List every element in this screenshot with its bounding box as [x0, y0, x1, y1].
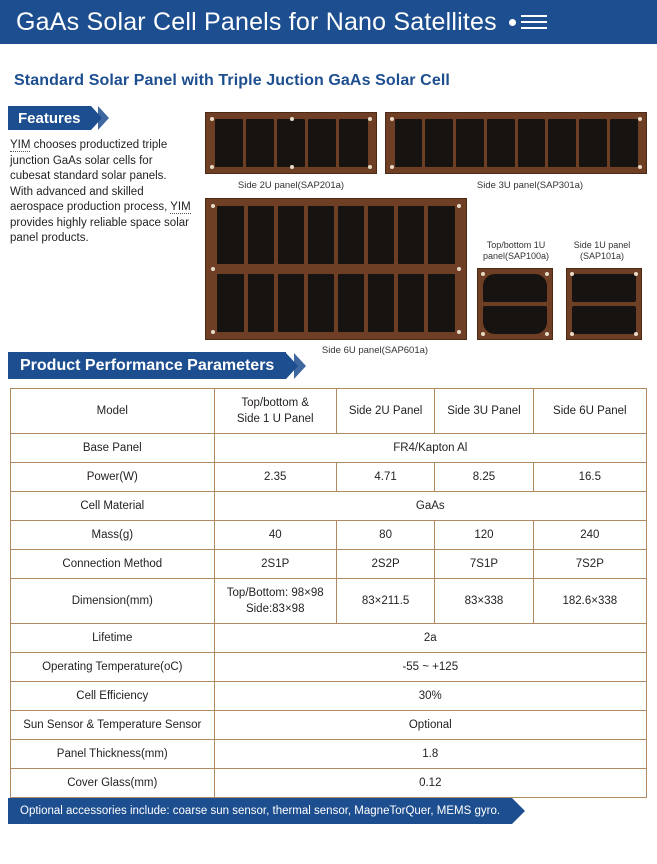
arrow-right-icon [512, 798, 525, 824]
dimension-line-2: Side:83×98 [245, 603, 305, 615]
table-row [11, 740, 647, 769]
table-row [11, 624, 647, 653]
row-value: 16.5 [533, 463, 646, 492]
footer-banner [8, 798, 525, 824]
chevron-right-icon-2 [286, 352, 306, 379]
row-value-dimension [214, 579, 336, 624]
features-text-part-1: chooses productized triple junction GaAs solar cells for cubesat standard solar panels. With advanced and skilled aerospace production process, [10, 139, 171, 213]
panel-image-side-1u [566, 268, 642, 340]
row-value: FR4/Kapton Al [214, 434, 646, 463]
dimension-line-1: Top/Bottom: 98×98 [226, 587, 324, 599]
header-col-4: Side 6U Panel [533, 389, 646, 434]
row-value: GaAs [214, 492, 646, 521]
row-label: Sun Sensor & Temperature Sensor [11, 711, 215, 740]
row-value: 80 [336, 521, 434, 550]
row-value: 7S1P [435, 550, 533, 579]
table-row [11, 682, 647, 711]
row-value: 2a [214, 624, 646, 653]
row-value: 2S1P [214, 550, 336, 579]
panel-image-top-bottom-1u [477, 268, 553, 340]
row-value: 4.71 [336, 463, 434, 492]
header-col-1 [214, 389, 336, 434]
table-row [11, 434, 647, 463]
caption-side-6u: Side 6U panel(SAP601a) [321, 345, 429, 356]
table-row [11, 653, 647, 682]
row-value: 1.8 [214, 740, 646, 769]
row-label: Panel Thickness(mm) [11, 740, 215, 769]
label-top-bottom-1u: Top/bottom 1U panel(SAP100a) [482, 240, 550, 261]
panel-image-side-3u [385, 112, 647, 174]
row-value: 240 [533, 521, 646, 550]
row-value: 2.35 [214, 463, 336, 492]
table-row [11, 492, 647, 521]
row-value: 40 [214, 521, 336, 550]
table-row [11, 463, 647, 492]
dot-and-lines-icon [509, 13, 547, 31]
header-col-1-line-2: Side 1 U Panel [236, 413, 314, 425]
row-value: Optional [214, 711, 646, 740]
performance-tag [8, 352, 306, 379]
footer-text: Optional accessories include: coarse sun sensor, thermal sensor, MagneTorQuer, MEMS gyro. [8, 798, 512, 824]
header-col-1-line-1: Top/bottom & [241, 397, 310, 409]
row-label: Lifetime [11, 624, 215, 653]
label-side-1u: Side 1U panel (SAP101a) [573, 240, 631, 261]
row-value: 30% [214, 682, 646, 711]
features-text-part-2: provides highly reliable space solar panel products. [10, 216, 189, 244]
row-value: 83×211.5 [336, 579, 434, 624]
page-header [0, 0, 657, 44]
table-row [11, 521, 647, 550]
row-value: 120 [435, 521, 533, 550]
features-paragraph [10, 138, 192, 247]
brand-name-2: YIM [170, 201, 191, 213]
table-row [11, 579, 647, 624]
row-label: Power(W) [11, 463, 215, 492]
spec-table [10, 388, 647, 798]
row-value: 7S2P [533, 550, 646, 579]
features-tag-label: Features [8, 106, 91, 130]
section-heading: Standard Solar Panel with Triple Juction GaAs Solar Cell [14, 72, 450, 89]
row-value: 2S2P [336, 550, 434, 579]
panel-image-side-2u [205, 112, 377, 174]
row-label: Mass(g) [11, 521, 215, 550]
table-row [11, 769, 647, 798]
row-label: Cell Material [11, 492, 215, 521]
row-label: Base Panel [11, 434, 215, 463]
row-value: -55 ~ +125 [214, 653, 646, 682]
chevron-right-icon [91, 106, 109, 130]
row-label: Dimension(mm) [11, 579, 215, 624]
row-value: 83×338 [435, 579, 533, 624]
caption-side-3u: Side 3U panel(SAP301a) [476, 180, 584, 191]
panel-image-side-6u [205, 198, 467, 340]
row-value: 0.12 [214, 769, 646, 798]
row-label: Connection Method [11, 550, 215, 579]
performance-tag-label: Product Performance Parameters [8, 352, 286, 379]
header-col-2: Side 2U Panel [336, 389, 434, 434]
brand-name: YIM [10, 139, 31, 151]
row-label: Operating Temperature(oC) [11, 653, 215, 682]
table-row [11, 711, 647, 740]
table-header-row [11, 389, 647, 434]
header-model: Model [11, 389, 215, 434]
features-tag [8, 106, 109, 130]
row-value: 182.6×338 [533, 579, 646, 624]
header-col-3: Side 3U Panel [435, 389, 533, 434]
row-label: Cell Efficiency [11, 682, 215, 711]
row-value: 8.25 [435, 463, 533, 492]
table-row [11, 550, 647, 579]
page-title: GaAs Solar Cell Panels for Nano Satellites [16, 7, 497, 36]
caption-side-2u: Side 2U panel(SAP201a) [237, 180, 345, 191]
row-label: Cover Glass(mm) [11, 769, 215, 798]
